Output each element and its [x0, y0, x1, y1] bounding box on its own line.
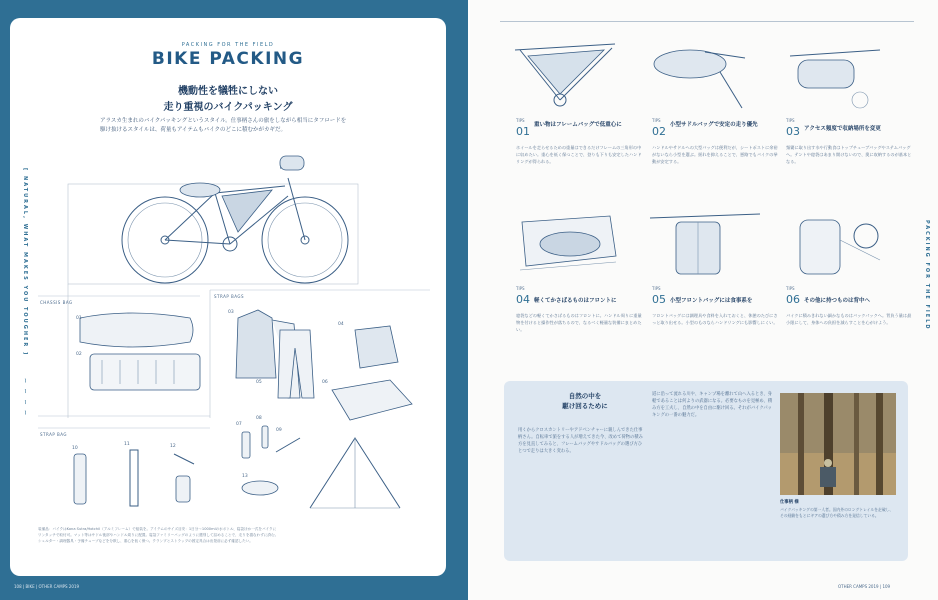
folio-left: 108 | BIKE | OTHER CAMPS 2019 [14, 584, 80, 589]
tip-1-illustration [515, 44, 615, 106]
item-number: 02 [76, 352, 82, 357]
column-text-2: 道に沿って流れる川や、キャンプ場を離れて山へ入るとき、身軽であることは何よりの武器になる。必要なものを見極め、積み方を工夫し、自然の中を自由に駆け回る。それがバイクパッキングの一番の魅力だ。 [652, 392, 773, 418]
tip-5-illustration [650, 214, 760, 274]
vertical-side-label: [ NATURAL, WHAT MAKES YOU TOUGHER ] [22, 168, 28, 357]
tip-3-title: アクセス頻度で収納場所を変更 [804, 126, 881, 132]
tip-6-title: その他に持つものは背中へ [804, 298, 871, 304]
subtitle-line-2: 走り重視のバイクパッキング [163, 102, 293, 113]
tip-2-label: TIPS [652, 118, 661, 123]
lead-line-1: アラスカ生まれのバイクパッキングというスタイル。仕事柄さんの旅をしながら相当にタフロードを [100, 118, 347, 124]
tip-4-label: TIPS [516, 286, 525, 291]
fine-print-line: 装備品：バイクはKona Sutra/Hotchil（アルミフレーム）で組装を。アイテムのサイズ目安：1日分～1000mlの水ボトル、寝袋ほか一式をバイクに [38, 527, 277, 531]
page-title: BIKE PACKING [151, 49, 305, 69]
tip-6-illustration [800, 220, 880, 274]
item-number: 08 [256, 416, 262, 421]
item-number: 07 [236, 422, 242, 427]
tip-1-number: 01 [516, 125, 530, 138]
tip-2-title: 小型サドルバッグで安定の走り優先 [670, 122, 758, 128]
item-number: 05 [256, 380, 262, 385]
tip-6-label: TIPS [786, 286, 795, 291]
tip-5-label: TIPS [652, 286, 661, 291]
tip-5-number: 05 [652, 293, 666, 306]
photo-caption-text: バイクパッキングの第一人者。国内外のロングトレイルを走破し、その経験をもとにギアの選び方や積み方を発信している。 [780, 507, 894, 518]
tip-5-title: 小型フロントバッグには食事系を [670, 298, 753, 304]
tip-5-body: フロントバッグには調理具や食料を入れておくと、休憩のたびにさっと取り出せる。小型のものならハンドリングにも影響しにくい。 [652, 313, 778, 325]
tip-4-number: 04 [516, 293, 530, 306]
vertical-side-label-right: PACKING FOR THE FIELD [924, 220, 930, 331]
column-title [540, 391, 630, 411]
item-number: 09 [276, 428, 282, 433]
vertical-marks: ー ー ー ー [22, 378, 28, 418]
tip-4-body: 寝袋などの軽くてかさばるものはフロントに。ハンドル周りに重量物を付けると操作性が落ちるので、なるべく軽量な装備にまとめたい。 [516, 313, 642, 332]
tip-1-label: TIPS [516, 118, 525, 123]
tip-2-illustration [654, 50, 745, 108]
forest-photo [780, 393, 896, 495]
item-number: 12 [170, 444, 176, 449]
item-number: 10 [72, 446, 78, 451]
tip-2-number: 02 [652, 125, 666, 138]
folio-right: OTHER CAMPS 2019 | 109 [838, 584, 891, 589]
column-box [504, 381, 908, 561]
tip-6-body: バイクに積みきれない細かなものはバックパックへ。背負う量は最小限にして、身体への負担を減らすことを心がけよう。 [786, 313, 912, 325]
tip-1-body: ホイールを走らせるための重量はできるだけフレームの三角形の中に収めたい。重心を低く保つことで、登りも下りも安定したハンドリングが得られる。 [516, 145, 642, 164]
tip-2-body: ハンドルやサドルへの大型バッグは便利だが、シートポストに余裕がないなら小型を選ぶ。揺れを抑えることで、悪路でもバイクの挙動が安定する。 [652, 145, 778, 164]
column-title-line-2: 駆け回るために [562, 402, 608, 410]
item-number: 06 [322, 380, 328, 385]
forest-photo-art [780, 393, 896, 495]
tip-6-number: 06 [786, 293, 800, 306]
kicker: PACKING FOR THE FIELD [181, 42, 275, 48]
fine-print-line: ワンタッチで取付可。マット等はサドル後部やハンドル周りに配置。寝袋ファミリーバッグのように選別して詰めることで、走りを損なわずに済む。 [38, 533, 279, 537]
caption-strap-bag: STRAP BAG [40, 432, 68, 437]
photo-caption-name: 仕事柄 様 [780, 500, 799, 505]
tip-4-illustration [520, 216, 616, 270]
tip-3-illustration [790, 50, 880, 108]
column-title-line-1: 自然の中を [568, 392, 602, 400]
item-number: 13 [242, 474, 248, 479]
item-number: 04 [338, 322, 344, 327]
tip-3-body: 頻繁に取り出す水や行動食はトップチューブバッグやステムバッグへ。テントや寝袋はあまり開けないので、奥に収納するのが基本となる。 [786, 145, 912, 164]
subtitle-line-1: 機動性を犠牲にしない [178, 86, 278, 97]
item-number: 01 [76, 316, 82, 321]
tip-1-title: 重い物はフレームバッグで低重心に [534, 122, 622, 128]
item-number: 03 [228, 310, 234, 315]
fine-print-line: シェルター・調理器具・予備チューブなどを分散し、重心を低く保つ。クランプとストラップの固定具合は出発前に必ず確認したい。 [38, 539, 253, 543]
tip-4-title: 軽くてかさばるものはフロントに [534, 298, 617, 304]
tip-3-number: 03 [786, 125, 800, 138]
caption-chassis-bag: CHASSIS BAG [40, 300, 73, 305]
item-number: 11 [124, 442, 130, 447]
column-text-1: 用くからクロスカントリーやアドベンチャーに親しんできた仕事柄さん。自転車で旅をする人が増えてきた今、改めて荷物の積み方を見直してみると、フレームバッグやサドルバッグの選び方ひとつで走りは大きく変わる。 [518, 428, 643, 454]
tip-3-label: TIPS [786, 118, 795, 123]
caption-strap-bags: STRAP BAGS [214, 294, 245, 299]
lead-line-2: 駆け抜けるスタイルは、荷量もアイテムもバイクのどこに積むかがカギだ。 [100, 127, 287, 133]
